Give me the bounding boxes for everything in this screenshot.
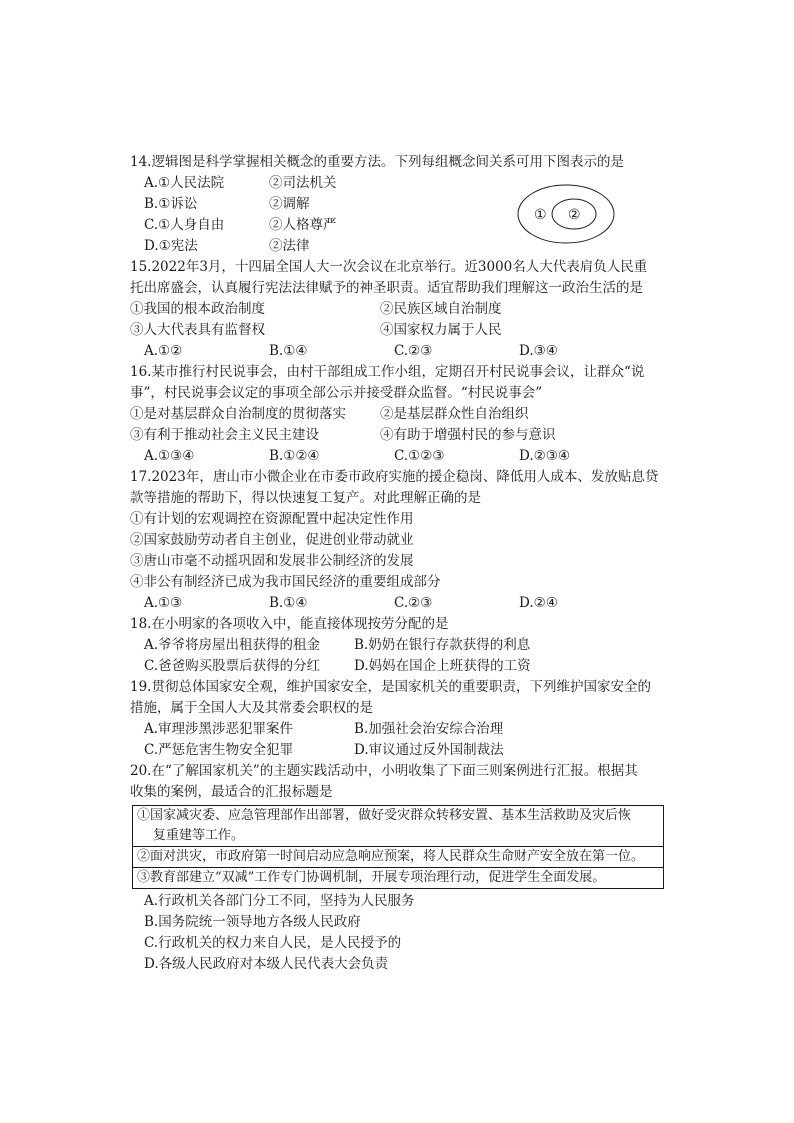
question-15 — [130, 257, 670, 362]
q16-answer-b: B.①②④ — [269, 448, 320, 464]
q15-item-2: ②民族区域自治制度 — [380, 301, 502, 317]
q19-options-row-2 — [130, 740, 670, 761]
q15-stem-line-1: 15.2022年3月，十四届全国人大一次会议在北京举行。近3000名人大代表肩负人民重 — [130, 259, 648, 275]
q17-stem-line-2: 款等措施的帮助下，得以快速复工复产。对此理解正确的是 — [130, 490, 481, 506]
q18-option-b: B.奶奶在银行存款获得的利息 — [354, 637, 531, 653]
q16-stem-line-2: 事”，村民说事会议定的事项全部公示并接受群众监督。“村民说事会” — [130, 385, 543, 401]
question-17 — [130, 467, 670, 614]
q16-item-1: ①是对基层群众自治制度的贯彻落实 — [130, 406, 346, 422]
q15-answer-b: B.①④ — [269, 343, 308, 359]
q15-answer-a: A.①② — [144, 343, 183, 359]
q16-answers — [130, 446, 670, 467]
q17-item-3: ③唐山市毫不动摇巩固和发展非公制经济的发展 — [130, 553, 414, 569]
q16-answer-a: A.①③④ — [144, 448, 195, 464]
q17-answer-c: C.②③ — [394, 595, 433, 611]
question-20 — [130, 761, 670, 975]
q19-option-b: B.加强社会治安综合治理 — [354, 721, 504, 737]
q17-item-2: ②国家鼓励劳动者自主创业，促进创业带动就业 — [130, 532, 414, 548]
q15-answer-d: D.③④ — [519, 343, 558, 359]
q16-answer-c: C.①②③ — [394, 448, 445, 464]
q14-stem: 14.逻辑图是科学掌握相关概念的重要方法。下列每组概念间关系可用下图表示的是 — [130, 154, 624, 170]
q19-option-a: A.审理涉黑涉恶犯罪案件 — [144, 721, 294, 737]
q15-item-1: ①我国的根本政治制度 — [130, 301, 265, 317]
q20-case-3: ③教育部建立“双减”工作专门协调机制，开展专项治理行动，促进学生全面发展。 — [133, 867, 663, 888]
q15-items-row-2 — [130, 320, 670, 341]
q15-item-4: ④国家权力属于人民 — [380, 322, 502, 338]
q20-option-b: B.国务院统一领导地方各级人民政府 — [144, 914, 361, 930]
q20-stem-line-1: 20.在“了解国家机关”的主题实践活动中，小明收集了下面三则案例进行汇报。根据其 — [130, 763, 638, 779]
q20-stem-line-2: 收集的案例，最适合的汇报标题是 — [130, 784, 333, 800]
q16-item-4: ④有助于增强村民的参与意识 — [380, 427, 556, 443]
q18-options-row-2 — [130, 656, 670, 677]
q18-option-a: A.爷爷将房屋出租获得的租金 — [144, 637, 321, 653]
q20-case-1: ①国家减灾委、应急管理部作出部署，做好受灾群众转移安置、基本生活救助及灾后恢 复重建等工作。 — [137, 808, 632, 843]
q20-option-d: D.各级人民政府对本级人民代表大会负责 — [144, 956, 389, 972]
q14-option-c: C.①人身自由 ②人格尊严 — [144, 217, 337, 233]
q17-item-1: ①有计划的宏观调控在资源配置中起决定性作用 — [130, 511, 414, 527]
question-18 — [130, 614, 670, 677]
q15-item-3: ③人大代表具有监督权 — [130, 322, 265, 338]
q19-options-row-1 — [130, 719, 670, 740]
q17-stem-line-1: 17.2023年，唐山市小微企业在市委市政府实施的援企稳岗、降低用人成本、发放贴息贷 — [130, 469, 659, 485]
inner-label: ② — [568, 207, 581, 223]
q19-option-c: C.严惩危害生物安全犯罪 — [144, 742, 294, 758]
q17-answer-a: A.①③ — [144, 595, 183, 611]
q15-answers — [130, 341, 670, 362]
q18-options-row-1 — [130, 635, 670, 656]
q16-answer-d: D.②③④ — [519, 448, 570, 464]
q19-stem-line-1: 19.贯彻总体国家安全观，维护国家安全，是国家机关的重要职责，下列维护国家安全的 — [130, 679, 651, 695]
q15-answer-c: C.②③ — [394, 343, 433, 359]
q17-item-4: ④非公有制经济已成为我市国民经济的重要组成部分 — [130, 574, 441, 590]
q17-answer-d: D.②④ — [519, 595, 558, 611]
q16-items-row-1 — [130, 404, 670, 425]
q17-answers — [130, 593, 670, 614]
q16-items-row-2 — [130, 425, 670, 446]
q14-option-b: B.①诉讼 ②调解 — [144, 196, 310, 212]
q18-option-c: C.爸爸购买股票后获得的分红 — [144, 658, 321, 674]
q15-stem-line-2: 托出席盛会，认真履行宪法法律赋予的神圣职责。适宜帮助我们理解这一政治生活的是 — [130, 280, 643, 296]
question-16 — [130, 362, 670, 467]
q16-stem-line-1: 16.某市推行村民说事会，由村干部组成工作小组，定期召开村民说事会议，让群众“说 — [130, 364, 645, 380]
q20-option-a: A.行政机关各部门分工不同，坚持为人民服务 — [144, 893, 415, 909]
q19-stem-line-2: 措施，属于全国人大及其常委会职权的是 — [130, 700, 373, 716]
question-19 — [130, 677, 670, 761]
q20-case-2: ②面对洪灾，市政府第一时间启动应急响应预案，将人民群众生命财产安全放在第一位。 — [133, 846, 663, 867]
q15-items-row-1 — [130, 299, 670, 320]
question-list — [130, 152, 670, 975]
q16-item-2: ②是基层群众性自治组织 — [380, 406, 529, 422]
q20-option-c: C.行政机关的权力来自人民，是人民授予的 — [144, 935, 402, 951]
q14-option-d: D.①宪法 ②法律 — [144, 238, 310, 254]
question-14 — [130, 152, 670, 257]
outer-label: ① — [534, 207, 547, 223]
q14-option-a: A.①人民法院 ②司法机关 — [144, 175, 337, 191]
q16-item-3: ③有利于推动社会主义民主建设 — [130, 427, 319, 443]
q19-option-d: D.审议通过反外国制裁法 — [354, 742, 504, 758]
q17-answer-b: B.①④ — [269, 595, 308, 611]
q20-case-box — [132, 805, 664, 889]
q18-option-d: D.妈妈在国企上班获得的工资 — [354, 658, 531, 674]
q18-stem: 18.在小明家的各项收入中，能直接体现按劳分配的是 — [130, 616, 449, 632]
